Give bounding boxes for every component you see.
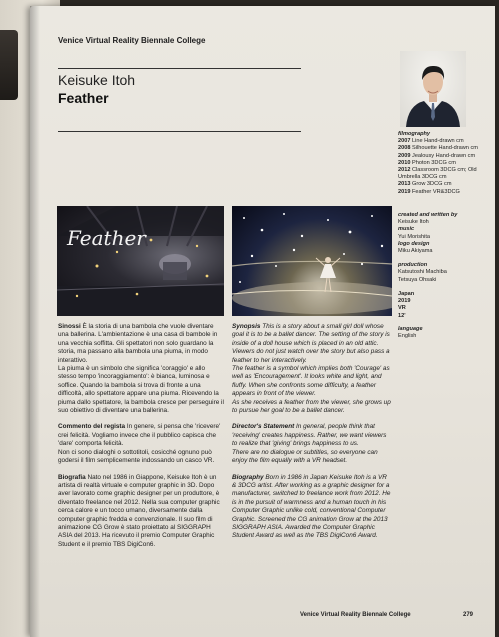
credit-name: Yui Morishita [398, 233, 431, 240]
synopsis-en: Synopsis This is a story about a small girl doll whose goal it is to be a ballet dancer. The setting of the story is inside of a doll house which is placed in an old attic. Viewers do not just watch over the story but also pass a feather to her interactively. [232, 323, 390, 364]
credit-role: created and written by [398, 212, 458, 218]
country: Japan [398, 291, 415, 297]
credits-block [398, 212, 478, 284]
year: 2019 [398, 298, 411, 305]
filmography-heading: filmography [398, 131, 431, 137]
title-rule-top [58, 68, 301, 69]
format: VR [398, 305, 406, 312]
duration: 12' [398, 312, 406, 319]
filmography-entry: 2010 Photon 3DCG cm [398, 159, 456, 166]
meta-block [398, 291, 478, 320]
biography-it: Biografia Nato nel 1986 in Giappone, Keisuke Itoh è un artista di realtà virtuale e computer graphic in 3D. Dopo aver lavorato come graphic designer per un produttore, è diventato freelance nel 2012. Nella sua computer graphic cerca calore e un tocco umano, diversamente dalla computer graphic fredda e convenzionale. Il suo film di animazione CG Grow è stato proiettato al SIGGRAPH ASIA del 2013. Ha ricevuto il premio Computer Graphic Student e il premio TBS DigiCon6. [58, 473, 220, 548]
synopsis-it-continued: La piuma è un simbolo che significa 'coraggio' e allo stesso tempo 'incoraggiamento': è bianca, luminosa e soffice. Quando la bambola si trova di fronte a una difficoltà, allo spettatore appare una piuma. Ricevendo la piuma dallo spettatore, la bambola cresce per perseguire il suo obiettivo di diventare una ballerina. [58, 365, 224, 415]
filmography-entry: 2019 Feather VR&3DCG [398, 188, 460, 195]
director-statement-it-continued: Non ci sono dialoghi o sottotitoli, cosicché ognuno può godersi il film semplicemente indossando un casco VR. [58, 448, 215, 465]
synopsis-en-conclusion: As she receives a feather from the viewer, she grows up to pursue her goal to be a ballet dancer. [232, 398, 391, 415]
synopsis-en-continued: The feather is a symbol which implies both 'Courage' as well as 'Encouragement'. It looks white and light, and fluffy. When she confronts some difficulty, a feather appears in front of the viewer. [232, 365, 390, 398]
filmography-entry: 2007 Line Hand-drawn cm [398, 138, 464, 145]
english-column [232, 323, 392, 541]
feather-logo-text: Feather [67, 226, 146, 250]
film-still-title [57, 206, 224, 316]
page-number: 279 [463, 612, 474, 618]
director-statement-en: Director's Statement In general, people think that 'receiving' creates happiness. Rather, we want viewers to realize that 'giving' brings happiness to us. [232, 423, 387, 448]
language-block [398, 326, 478, 340]
filmography-entry: 2013 Grow 3DCG cm [398, 181, 452, 188]
running-footer: Venice Virtual Reality Biennale College [300, 612, 411, 618]
filmography-block [398, 131, 478, 196]
film-still-dancer [232, 206, 392, 316]
author-name: Keisuke Itoh [58, 72, 136, 88]
title-rule-bottom [58, 131, 301, 132]
director-statement-it: Commento del regista In genere, si pensa che 'ricevere' crei felicità. Vogliamo invece che il pubblico capisca che 'dare' comporta felicità. [58, 423, 221, 448]
director-statement-en-continued: There are no dialogue or subtitles, so everyone can enjoy the film equally with a VR headset. [232, 448, 378, 465]
italian-column [58, 323, 225, 549]
filmography-entry: 2012 Classroom 3DCG cm; Old Umbrella 3DCG cm [398, 167, 477, 181]
credit-name: Keisuke Itoh [398, 219, 429, 226]
filmography-entry: 2009 Jealousy Hand-drawn cm [398, 152, 476, 159]
credit-role: production [398, 262, 428, 269]
synopsis-it: Sinossi È la storia di una bambola che vuole diventare una ballerina. L'ambientazione è una casa di bambole in una vecchia soffitta. Gli spettatori non solo guardano la storia, ma passano alla bambola una piuma, in modo interattivo. [58, 323, 218, 364]
credit-role: music [398, 226, 415, 233]
language-heading: language [398, 326, 423, 332]
running-header: Venice Virtual Reality Biennale College [58, 36, 206, 45]
filmography-entry: 2008 Silhouette Hand-drawn cm [398, 145, 478, 152]
credit-role: logo design [398, 240, 430, 247]
biography-en: Biography Born in 1986 in Japan Keisuke Itoh is a VR & 3DCG artist. After working as a graphic designer for a manufacturer, switched to freelance work from 2012. He is in the pursuit of warmness and a human touch in his Computer Graphic unlike cold, conventional Computer Graphic. Screened the CG animation Grow at the 2013 SIGGRAPH ASIA. Awarded the Computer Graphic Student Award as well as the TBS DigiCon6 Award. [232, 473, 391, 540]
credit-name: Miku Akiyama [398, 248, 433, 255]
page-gutter-shadow [30, 6, 40, 637]
previous-page-photo [0, 30, 18, 100]
work-title: Feather [58, 90, 109, 106]
credit-name: Tetsuya Ohsaki [398, 276, 437, 283]
credit-name: Katsutoshi Machiba [398, 269, 447, 276]
author-portrait [400, 51, 466, 127]
language-value: English [398, 333, 417, 340]
